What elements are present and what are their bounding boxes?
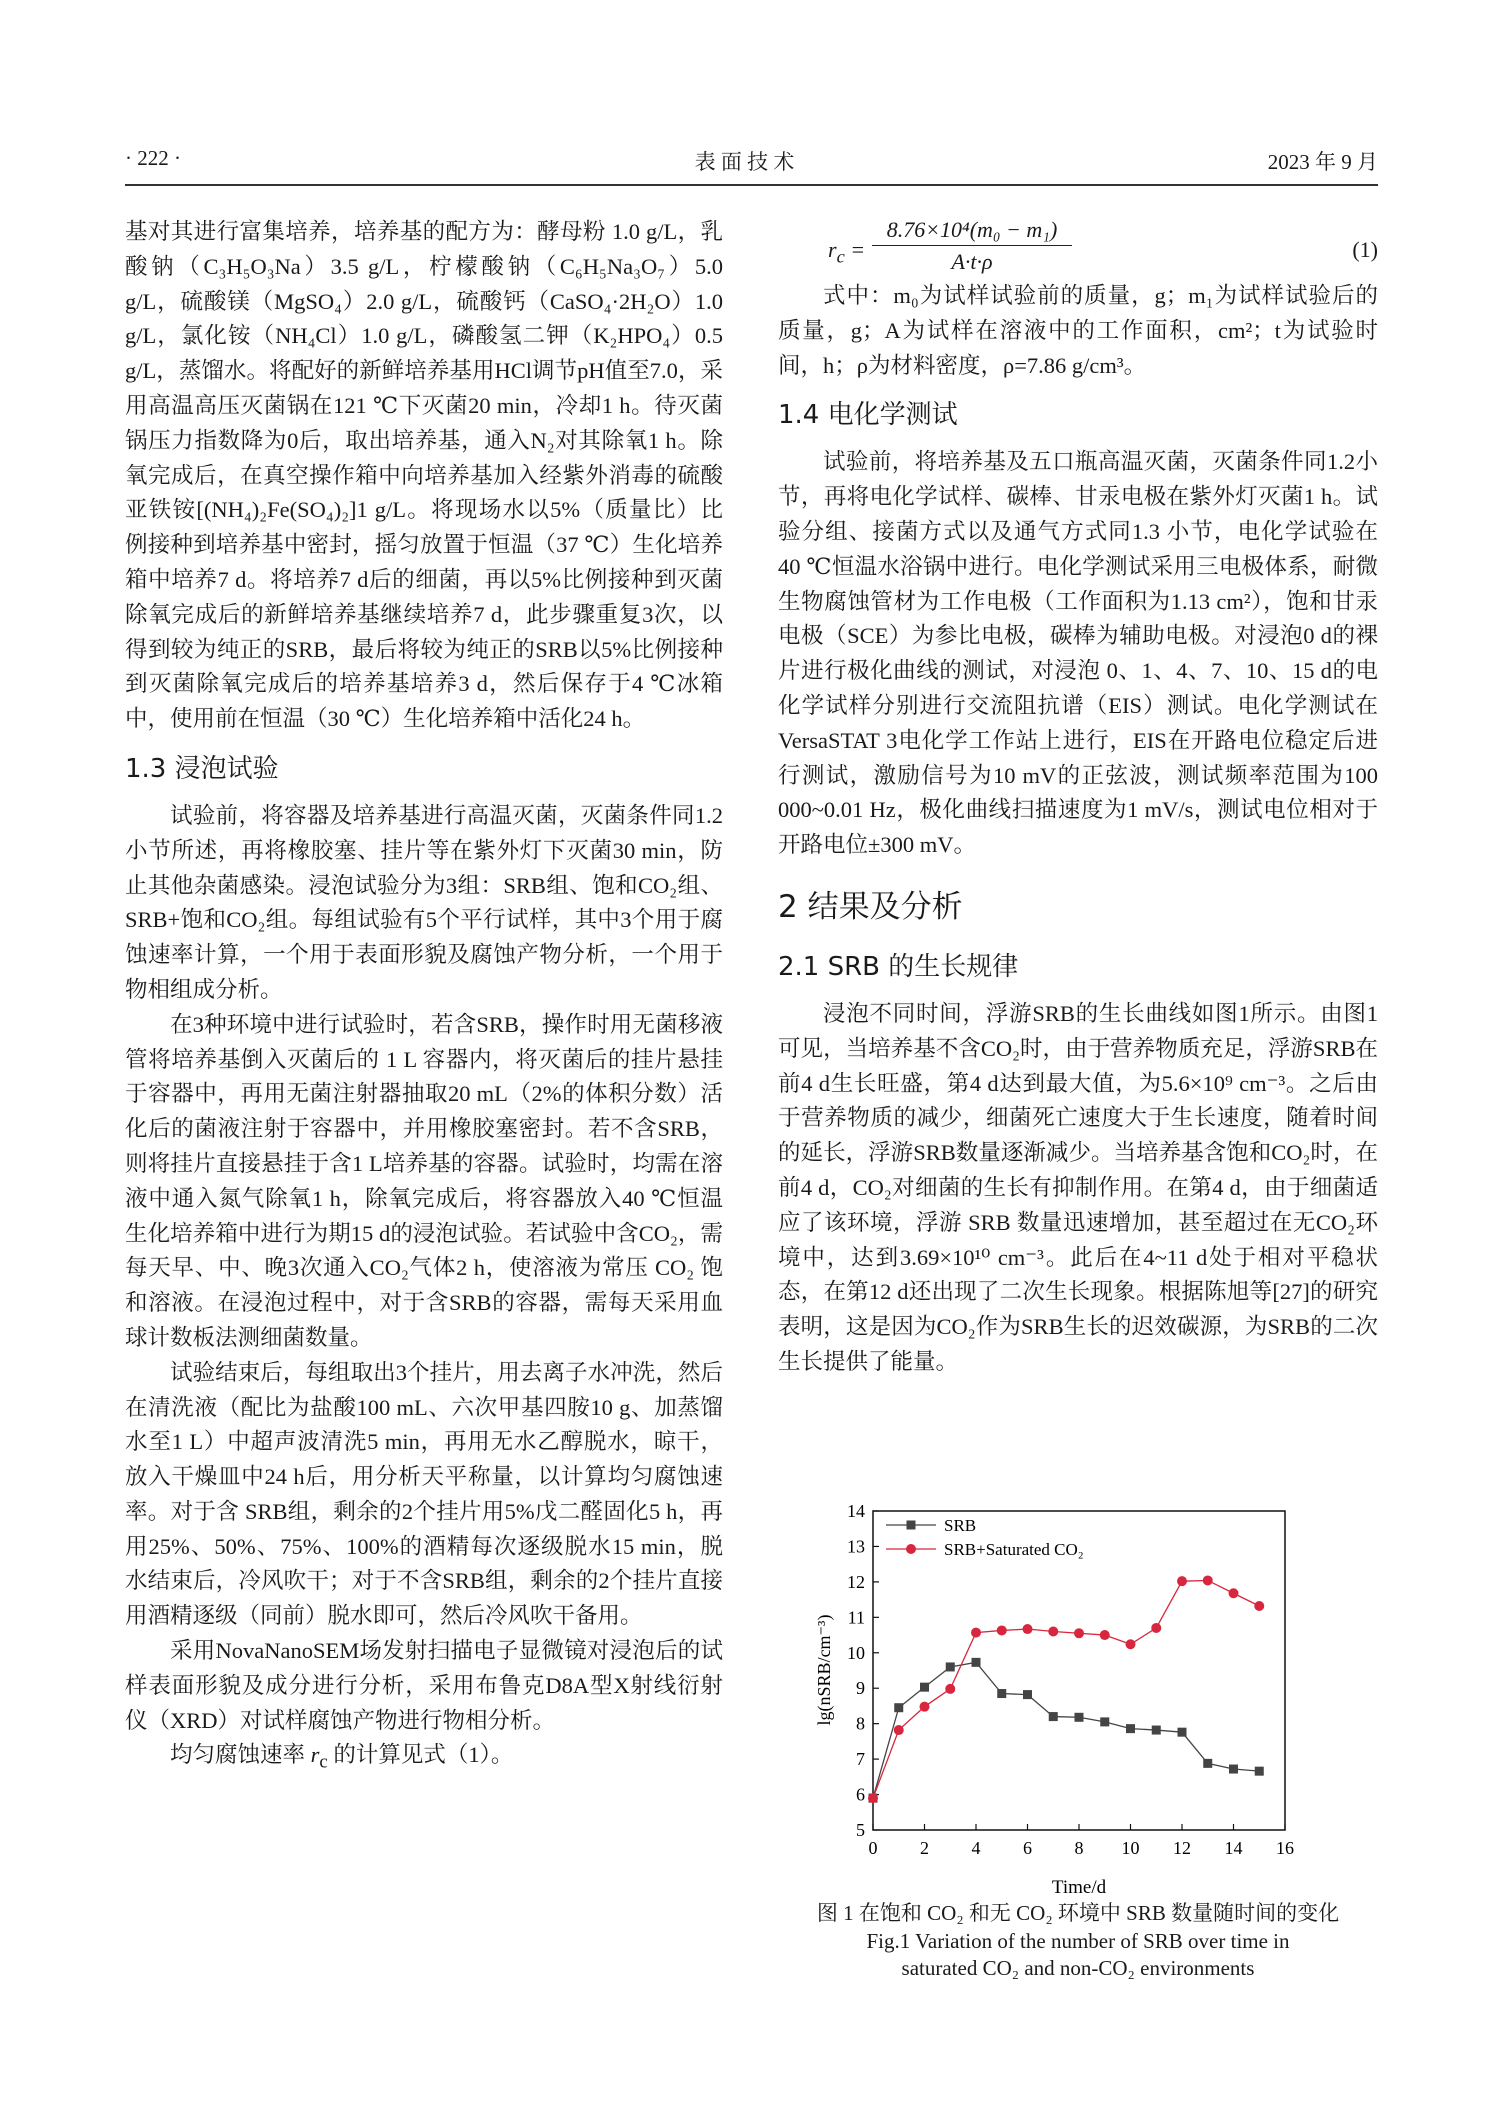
header-rule xyxy=(125,184,1378,186)
data-point-square xyxy=(1203,1759,1212,1768)
x-tick-label: 4 xyxy=(971,1838,981,1858)
section-heading-2: 2 结果及分析 xyxy=(778,888,963,925)
subscript: c xyxy=(319,1751,328,1773)
section-heading-2-1: 2.1 SRB 的生长规律 xyxy=(778,951,1019,982)
paragraph xyxy=(125,1738,723,1780)
equation-number: (1) xyxy=(1352,237,1378,262)
y-tick-label: 10 xyxy=(847,1642,865,1663)
data-point-square xyxy=(1049,1712,1058,1721)
x-tick-label: 6 xyxy=(1023,1838,1032,1858)
right-column xyxy=(778,215,1378,1380)
paragraph: 试验结束后，每组取出3个挂片，用去离子水冲洗，然后在清洗液（配比为盐酸100 mL、六次甲基四胺10 g、加蒸馏水至1 L）中超声波清洗5 min，再用无水乙醇脱水，晾干，放入干燥皿中24 h后，用分析天平称量，以计算均匀腐蚀速率。对于含 SRB组，剩余的2个挂片用5%戊二醛固化5 h，再用25%、50%、75%、100%的酒精每次逐级脱水15 min，脱水结束后，冷风吹干；对于不含SRB组，剩余的2个挂片直接用酒精逐级（同前）脱水即可，然后冷风吹干备用。 xyxy=(125,1359,723,1629)
data-point-square xyxy=(920,1683,929,1692)
x-tick-label: 14 xyxy=(1224,1838,1243,1858)
y-axis-label: lg(nSRB/cm⁻³) xyxy=(814,1614,834,1726)
data-point-circle xyxy=(1023,1624,1033,1634)
paragraph: 式中：m₀为试样试验前的质量，g；m₁为试样试验后的质量，g；A为试样在溶液中的工作面积，cm²；t为试验时间，h；ρ为材料密度，ρ=7.86 g/cm³。 xyxy=(778,283,1378,378)
data-point-circle xyxy=(1203,1575,1213,1585)
y-tick-label: 11 xyxy=(847,1607,865,1628)
paragraph: 试验前，将容器及培养基进行高温灭菌，灭菌条件同1.2小节所述，再将橡胶塞、挂片等在紫外灯下灭菌30 min，防止其他杂菌感染。浸泡试验分为3组：SRB组、饱和CO₂组、SRB+饱和CO₂组。每组试验有5个平行试样，其中3个用于腐蚀速率计算，一个用于表面形貌及腐蚀产物分析，一个用于物相组成分析。 xyxy=(125,802,723,1002)
data-point-circle xyxy=(997,1625,1007,1635)
figure-caption-en-1: Fig.1 Variation of the number of SRB over time in xyxy=(866,1929,1290,1953)
y-tick-label: 14 xyxy=(847,1501,865,1521)
y-tick-label: 12 xyxy=(847,1571,865,1592)
data-point-circle xyxy=(1254,1601,1264,1611)
y-tick-label: 7 xyxy=(856,1749,865,1770)
paragraph: 试验前，将培养基及五口瓶高温灭菌，灭菌条件同1.2小节，再将电化学试样、碳棒、甘汞电极在紫外灯灭菌1 h。试验分组、接菌方式以及通气方式同1.3 小节，电化学试验在 40 ℃恒温水浴锅中进行。电化学测试采用三电极体系，耐微生物腐蚀管材为工作电极（工作面积为1.13 cm²），饱和甘汞电极（SCE）为参比电极，碳棒为辅助电极。对浸泡0 d的裸片进行极化曲线的测试，对浸泡 0、1、4、7、10、15 d的电化学试样分别进行交流阻抗谱（EIS）测试。电化学测试在VersaSTAT 3电化学工作站上进行，EIS在开路电位稳定后进行测试，激励信号为10 mV的正弦波，测试频率范围为100 000~0.01 Hz，极化曲线扫描速度为1 mV/s，测试电位相对于开路电位±300 mV。 xyxy=(778,449,1378,858)
page-number: · 222 · xyxy=(125,146,181,170)
data-point-circle xyxy=(945,1684,955,1694)
text: 的计算见式（1）。 xyxy=(327,1742,514,1768)
data-point-circle xyxy=(1100,1630,1110,1640)
x-tick-label: 0 xyxy=(868,1838,878,1858)
x-axis-label: Time/d xyxy=(1051,1877,1107,1898)
figure-caption-en-2: saturated CO₂ and non-CO₂ environments xyxy=(901,1956,1255,1980)
data-point-circle xyxy=(1048,1627,1058,1637)
x-tick-label: 12 xyxy=(1173,1838,1191,1858)
data-point-circle xyxy=(1177,1576,1187,1586)
data-point-circle xyxy=(1074,1628,1084,1638)
data-point-circle xyxy=(1151,1623,1161,1633)
section-heading-1-4: 1.4 电化学测试 xyxy=(778,400,958,431)
x-tick-label: 8 xyxy=(1074,1838,1084,1858)
srb-growth-chart xyxy=(778,1495,1338,1905)
data-point-circle xyxy=(920,1702,930,1712)
data-point-square xyxy=(1126,1724,1135,1733)
paragraph: 采用NovaNanoSEM场发射扫描电子显微镜对浸泡后的试样表面形貌及成分进行分析，采用布鲁克D8A型X射线衍射仪（XRD）对试样腐蚀产物进行物相分析。 xyxy=(125,1638,723,1733)
x-tick-label: 10 xyxy=(1121,1838,1140,1858)
data-point-square xyxy=(1100,1717,1109,1726)
equation-1 xyxy=(778,215,1378,279)
x-tick-label: 16 xyxy=(1276,1838,1294,1858)
series-line-0 xyxy=(873,1662,1259,1798)
legend-marker xyxy=(907,1521,916,1530)
legend-marker xyxy=(906,1544,916,1554)
data-point-circle xyxy=(894,1725,904,1735)
numerator: 8.76×10⁴(m₀ − m₁) xyxy=(872,215,1072,246)
journal-name: 表 面 技 术 xyxy=(694,150,795,174)
data-point-square xyxy=(997,1689,1006,1698)
data-point-square xyxy=(1075,1713,1084,1722)
data-point-square xyxy=(894,1703,903,1712)
sub: c xyxy=(836,246,845,267)
paragraph: 在3种环境中进行试验时，若含SRB，操作时用无菌移液管将培养基倒入灭菌后的 1 L 容器内，将灭菌后的挂片悬挂于容器中，再用无菌注射器抽取20 mL（2%的体积分数）活化后的菌液注射于容器中，并用橡胶塞密封。若不含SRB，则将挂片直接悬挂于含1 L培养基的容器。试验时，均需在溶液中通入氮气除氧1 h，除氧完成后，将容器放入40 ℃恒温生化培养箱中进行为期15 d的浸泡试验。若试验中含CO₂，需每天早、中、晚3次通入CO₂气体2 h，使溶液为常压 CO₂ 饱和溶液。在浸泡过程中，对于含SRB的容器，需每天采用血球计数板法测细菌数量。 xyxy=(125,1011,723,1350)
equation-lhs: $r_c$ = xyxy=(828,237,866,267)
data-point-square xyxy=(1178,1728,1187,1737)
data-point-circle xyxy=(971,1628,981,1638)
legend-label: SRB+Saturated CO₂ xyxy=(944,1540,1084,1559)
var: r xyxy=(828,237,837,262)
data-point-square xyxy=(1023,1690,1032,1699)
data-point-square xyxy=(1152,1726,1161,1735)
text: 均匀腐蚀速率 xyxy=(170,1742,311,1768)
data-point-square xyxy=(1255,1767,1264,1776)
variable: r xyxy=(310,1742,320,1768)
data-point-circle xyxy=(1126,1639,1136,1649)
y-tick-label: 8 xyxy=(856,1713,865,1734)
data-point-circle xyxy=(868,1793,878,1803)
y-tick-label: 13 xyxy=(847,1536,865,1557)
denominator: A·t·ρ xyxy=(951,249,993,274)
data-point-square xyxy=(972,1658,981,1667)
data-point-square xyxy=(1229,1765,1238,1774)
x-tick-label: 2 xyxy=(920,1838,929,1858)
y-tick-label: 6 xyxy=(856,1784,865,1805)
paragraph: 基对其进行富集培养，培养基的配方为：酵母粉 1.0 g/L，乳酸钠（C₃H₅O₃Na）3.5 g/L，柠檬酸钠（C₆H₅Na₃O₇）5.0 g/L，硫酸镁（MgSO₄）2.0 g/L，硫酸钙（CaSO₄·2H₂O）1.0 g/L，氯化铵（NH₄Cl）1.0 g/L，磷酸氢二钾（K₂HPO₄）0.5 g/L，蒸馏水。将配好的新鲜培养基用HCl调节pH值至7.0，采用高温高压灭菌锅在121 ℃下灭菌20 min，冷却1 h。待灭菌锅压力指数降为0后，取出培养基，通入N₂对其除氧1 h。除氧完成后，在真空操作箱中向培养基加入经紫外消毒的硫酸亚铁铵[(NH₄)₂Fe(SO₄)₂]1 g/L。将现场水以5%（质量比）比例接种到培养基中密封，摇匀放置于恒温（37 ℃）生化培养箱中培养7 d。将培养7 d后的细菌，再以5%比例接种到灭菌除氧完成后的新鲜培养基继续培养7 d，此步骤重复3次，以得到较为纯正的SRB，最后将较为纯正的SRB以5%比例接种到灭菌除氧完成后的培养基培养3 d，然后保存于4 ℃冰箱中，使用前在恒温（30 ℃）生化培养箱中活化24 h。 xyxy=(125,219,723,732)
paragraph: 浸泡不同时间，浮游SRB的生长曲线如图1所示。由图1可见，当培养基不含CO₂时，由于营养物质充足，浮游SRB在前4 d生长旺盛，第4 d达到最大值，为5.6×10⁹ cm⁻³。之后由于营养物质的减少，细菌死亡速度大于生长速度，随着时间的延长，浮游SRB数量逐渐减少。当培养基含饱和CO₂时，在前4 d，CO₂对细菌的生长有抑制作用。在第4 d，由于细菌适应了该环境，浮游 SRB 数量迅速增加，甚至超过在无CO₂环境中，达到3.69×10¹⁰ cm⁻³。此后在4~11 d处于相对平稳状态，在第12 d还出现了二次生长现象。根据陈旭等[27]的研究表明，这是因为CO₂作为SRB生长的迟效碳源，为SRB的二次生长提供了能量。 xyxy=(778,1000,1378,1374)
left-column xyxy=(125,215,723,1781)
series-line-1 xyxy=(873,1580,1259,1798)
data-point-square xyxy=(946,1662,955,1671)
data-point-circle xyxy=(1229,1588,1239,1598)
y-tick-label: 5 xyxy=(856,1820,865,1840)
legend-label: SRB xyxy=(944,1516,977,1535)
figure-caption-cn: 图 1 在饱和 CO₂ 和无 CO₂ 环境中 SRB 数量随时间的变化 xyxy=(816,1901,1340,1925)
y-tick-label: 9 xyxy=(856,1678,865,1699)
issue-date: 2023 年 9 月 xyxy=(1267,150,1378,174)
section-heading-1-3: 1.3 浸泡试验 xyxy=(125,753,279,784)
